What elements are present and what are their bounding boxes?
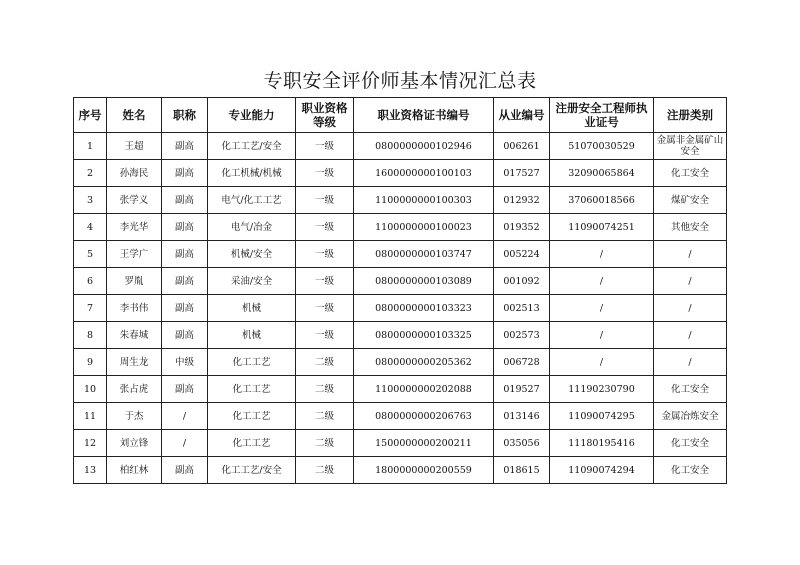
cell-license: / (550, 295, 654, 322)
cell-level: 一级 (296, 241, 354, 268)
cell-index: 3 (74, 187, 107, 214)
cell-index: 10 (74, 376, 107, 403)
cell-certificate: 0800000000103747 (354, 241, 494, 268)
cell-index: 4 (74, 214, 107, 241)
cell-index: 6 (74, 268, 107, 295)
table-row (74, 457, 727, 484)
cell-license: 11190230790 (550, 376, 654, 403)
cell-license: 51070030529 (550, 133, 654, 160)
cell-name: 张学义 (107, 187, 162, 214)
cell-specialty: 化工工艺 (208, 430, 296, 457)
cell-title: 副高 (162, 133, 208, 160)
cell-license: 37060018566 (550, 187, 654, 214)
cell-specialty: 电气/冶金 (208, 214, 296, 241)
cell-practice: 019527 (494, 376, 550, 403)
header-certificate-number: 职业资格证书编号 (354, 98, 494, 133)
table-row (74, 349, 727, 376)
header-qualification-level: 职业资格等级 (296, 98, 354, 133)
cell-level: 二级 (296, 403, 354, 430)
cell-certificate: 0800000000102946 (354, 133, 494, 160)
cell-title: 副高 (162, 214, 208, 241)
cell-level: 二级 (296, 376, 354, 403)
cell-license: 11180195416 (550, 430, 654, 457)
cell-certificate: 0800000000103323 (354, 295, 494, 322)
cell-level: 二级 (296, 457, 354, 484)
cell-index: 9 (74, 349, 107, 376)
cell-license: 32090065864 (550, 160, 654, 187)
cell-category: 化工安全 (654, 430, 727, 457)
cell-name: 罗胤 (107, 268, 162, 295)
cell-category: 金属非金属矿山安全 (654, 133, 727, 160)
cell-name: 孙海民 (107, 160, 162, 187)
cell-license: / (550, 241, 654, 268)
cell-category: / (654, 349, 727, 376)
cell-practice: 002513 (494, 295, 550, 322)
cell-specialty: 机械/安全 (208, 241, 296, 268)
header-name: 姓名 (107, 98, 162, 133)
cell-category: / (654, 322, 727, 349)
cell-license: 11090074294 (550, 457, 654, 484)
header-index: 序号 (74, 98, 107, 133)
cell-category: 化工安全 (654, 457, 727, 484)
cell-practice: 019352 (494, 214, 550, 241)
cell-title: 副高 (162, 268, 208, 295)
cell-title: 中级 (162, 349, 208, 376)
cell-title: 副高 (162, 295, 208, 322)
cell-title: 副高 (162, 322, 208, 349)
cell-title: / (162, 430, 208, 457)
cell-practice: 001092 (494, 268, 550, 295)
cell-certificate: 0800000000103325 (354, 322, 494, 349)
cell-index: 2 (74, 160, 107, 187)
cell-name: 于杰 (107, 403, 162, 430)
cell-specialty: 采油/安全 (208, 268, 296, 295)
cell-specialty: 机械 (208, 322, 296, 349)
cell-category: / (654, 295, 727, 322)
cell-title: / (162, 403, 208, 430)
cell-level: 二级 (296, 349, 354, 376)
cell-title: 副高 (162, 160, 208, 187)
cell-certificate: 1500000000200211 (354, 430, 494, 457)
cell-license: / (550, 349, 654, 376)
cell-title: 副高 (162, 241, 208, 268)
cell-level: 一级 (296, 133, 354, 160)
cell-license: 11090074295 (550, 403, 654, 430)
cell-level: 二级 (296, 430, 354, 457)
cell-category: / (654, 241, 727, 268)
cell-license: / (550, 268, 654, 295)
cell-specialty: 化工工艺/安全 (208, 457, 296, 484)
cell-index: 8 (74, 322, 107, 349)
cell-name: 王学广 (107, 241, 162, 268)
cell-title: 副高 (162, 187, 208, 214)
cell-specialty: 化工机械/机械 (208, 160, 296, 187)
cell-certificate: 1800000000200559 (354, 457, 494, 484)
cell-practice: 017527 (494, 160, 550, 187)
cell-name: 周生龙 (107, 349, 162, 376)
cell-certificate: 0800000000103089 (354, 268, 494, 295)
cell-certificate: 1600000000100103 (354, 160, 494, 187)
cell-category: 其他安全 (654, 214, 727, 241)
cell-category: 化工安全 (654, 160, 727, 187)
cell-practice: 002573 (494, 322, 550, 349)
cell-level: 一级 (296, 214, 354, 241)
cell-specialty: 机械 (208, 295, 296, 322)
cell-name: 朱春城 (107, 322, 162, 349)
header-practice-number: 从业编号 (494, 98, 550, 133)
cell-category: 煤矿安全 (654, 187, 727, 214)
header-registration-category: 注册类别 (654, 98, 727, 133)
cell-level: 一级 (296, 322, 354, 349)
cell-title: 副高 (162, 376, 208, 403)
cell-specialty: 化工工艺/安全 (208, 133, 296, 160)
cell-index: 12 (74, 430, 107, 457)
table-row (74, 403, 727, 430)
table-row (74, 214, 727, 241)
cell-name: 张占虎 (107, 376, 162, 403)
cell-certificate: 0800000000205362 (354, 349, 494, 376)
table-row (74, 160, 727, 187)
summary-table (73, 97, 727, 484)
cell-category: 金属冶炼安全 (654, 403, 727, 430)
cell-practice: 006728 (494, 349, 550, 376)
cell-practice: 006261 (494, 133, 550, 160)
cell-index: 7 (74, 295, 107, 322)
cell-specialty: 化工工艺 (208, 376, 296, 403)
cell-index: 5 (74, 241, 107, 268)
cell-name: 王超 (107, 133, 162, 160)
header-row (74, 98, 727, 133)
table-row (74, 268, 727, 295)
cell-name: 柏红林 (107, 457, 162, 484)
cell-specialty: 电气/化工工艺 (208, 187, 296, 214)
cell-title: 副高 (162, 457, 208, 484)
cell-level: 一级 (296, 295, 354, 322)
header-title: 职称 (162, 98, 208, 133)
cell-name: 刘立锋 (107, 430, 162, 457)
cell-certificate: 1100000000100023 (354, 214, 494, 241)
cell-specialty: 化工工艺 (208, 349, 296, 376)
cell-practice: 012932 (494, 187, 550, 214)
cell-level: 一级 (296, 187, 354, 214)
table-row (74, 241, 727, 268)
cell-category: / (654, 268, 727, 295)
table-row (74, 430, 727, 457)
cell-specialty: 化工工艺 (208, 403, 296, 430)
cell-practice: 035056 (494, 430, 550, 457)
cell-level: 一级 (296, 160, 354, 187)
cell-category: 化工安全 (654, 376, 727, 403)
cell-certificate: 0800000000206763 (354, 403, 494, 430)
cell-name: 李书伟 (107, 295, 162, 322)
cell-practice: 018615 (494, 457, 550, 484)
header-engineer-license: 注册安全工程师执业证号 (550, 98, 654, 133)
cell-practice: 005224 (494, 241, 550, 268)
header-specialty: 专业能力 (208, 98, 296, 133)
table-row (74, 322, 727, 349)
table-row (74, 376, 727, 403)
cell-index: 13 (74, 457, 107, 484)
table-row (74, 187, 727, 214)
table-row (74, 295, 727, 322)
document-title: 专职安全评价师基本情况汇总表 (263, 70, 537, 92)
table-body (74, 133, 727, 484)
cell-certificate: 1100000000100303 (354, 187, 494, 214)
cell-certificate: 1100000000202088 (354, 376, 494, 403)
cell-license: 11090074251 (550, 214, 654, 241)
cell-index: 1 (74, 133, 107, 160)
table-row (74, 133, 727, 160)
cell-index: 11 (74, 403, 107, 430)
cell-practice: 013146 (494, 403, 550, 430)
cell-license: / (550, 322, 654, 349)
cell-level: 一级 (296, 268, 354, 295)
cell-name: 李光华 (107, 214, 162, 241)
